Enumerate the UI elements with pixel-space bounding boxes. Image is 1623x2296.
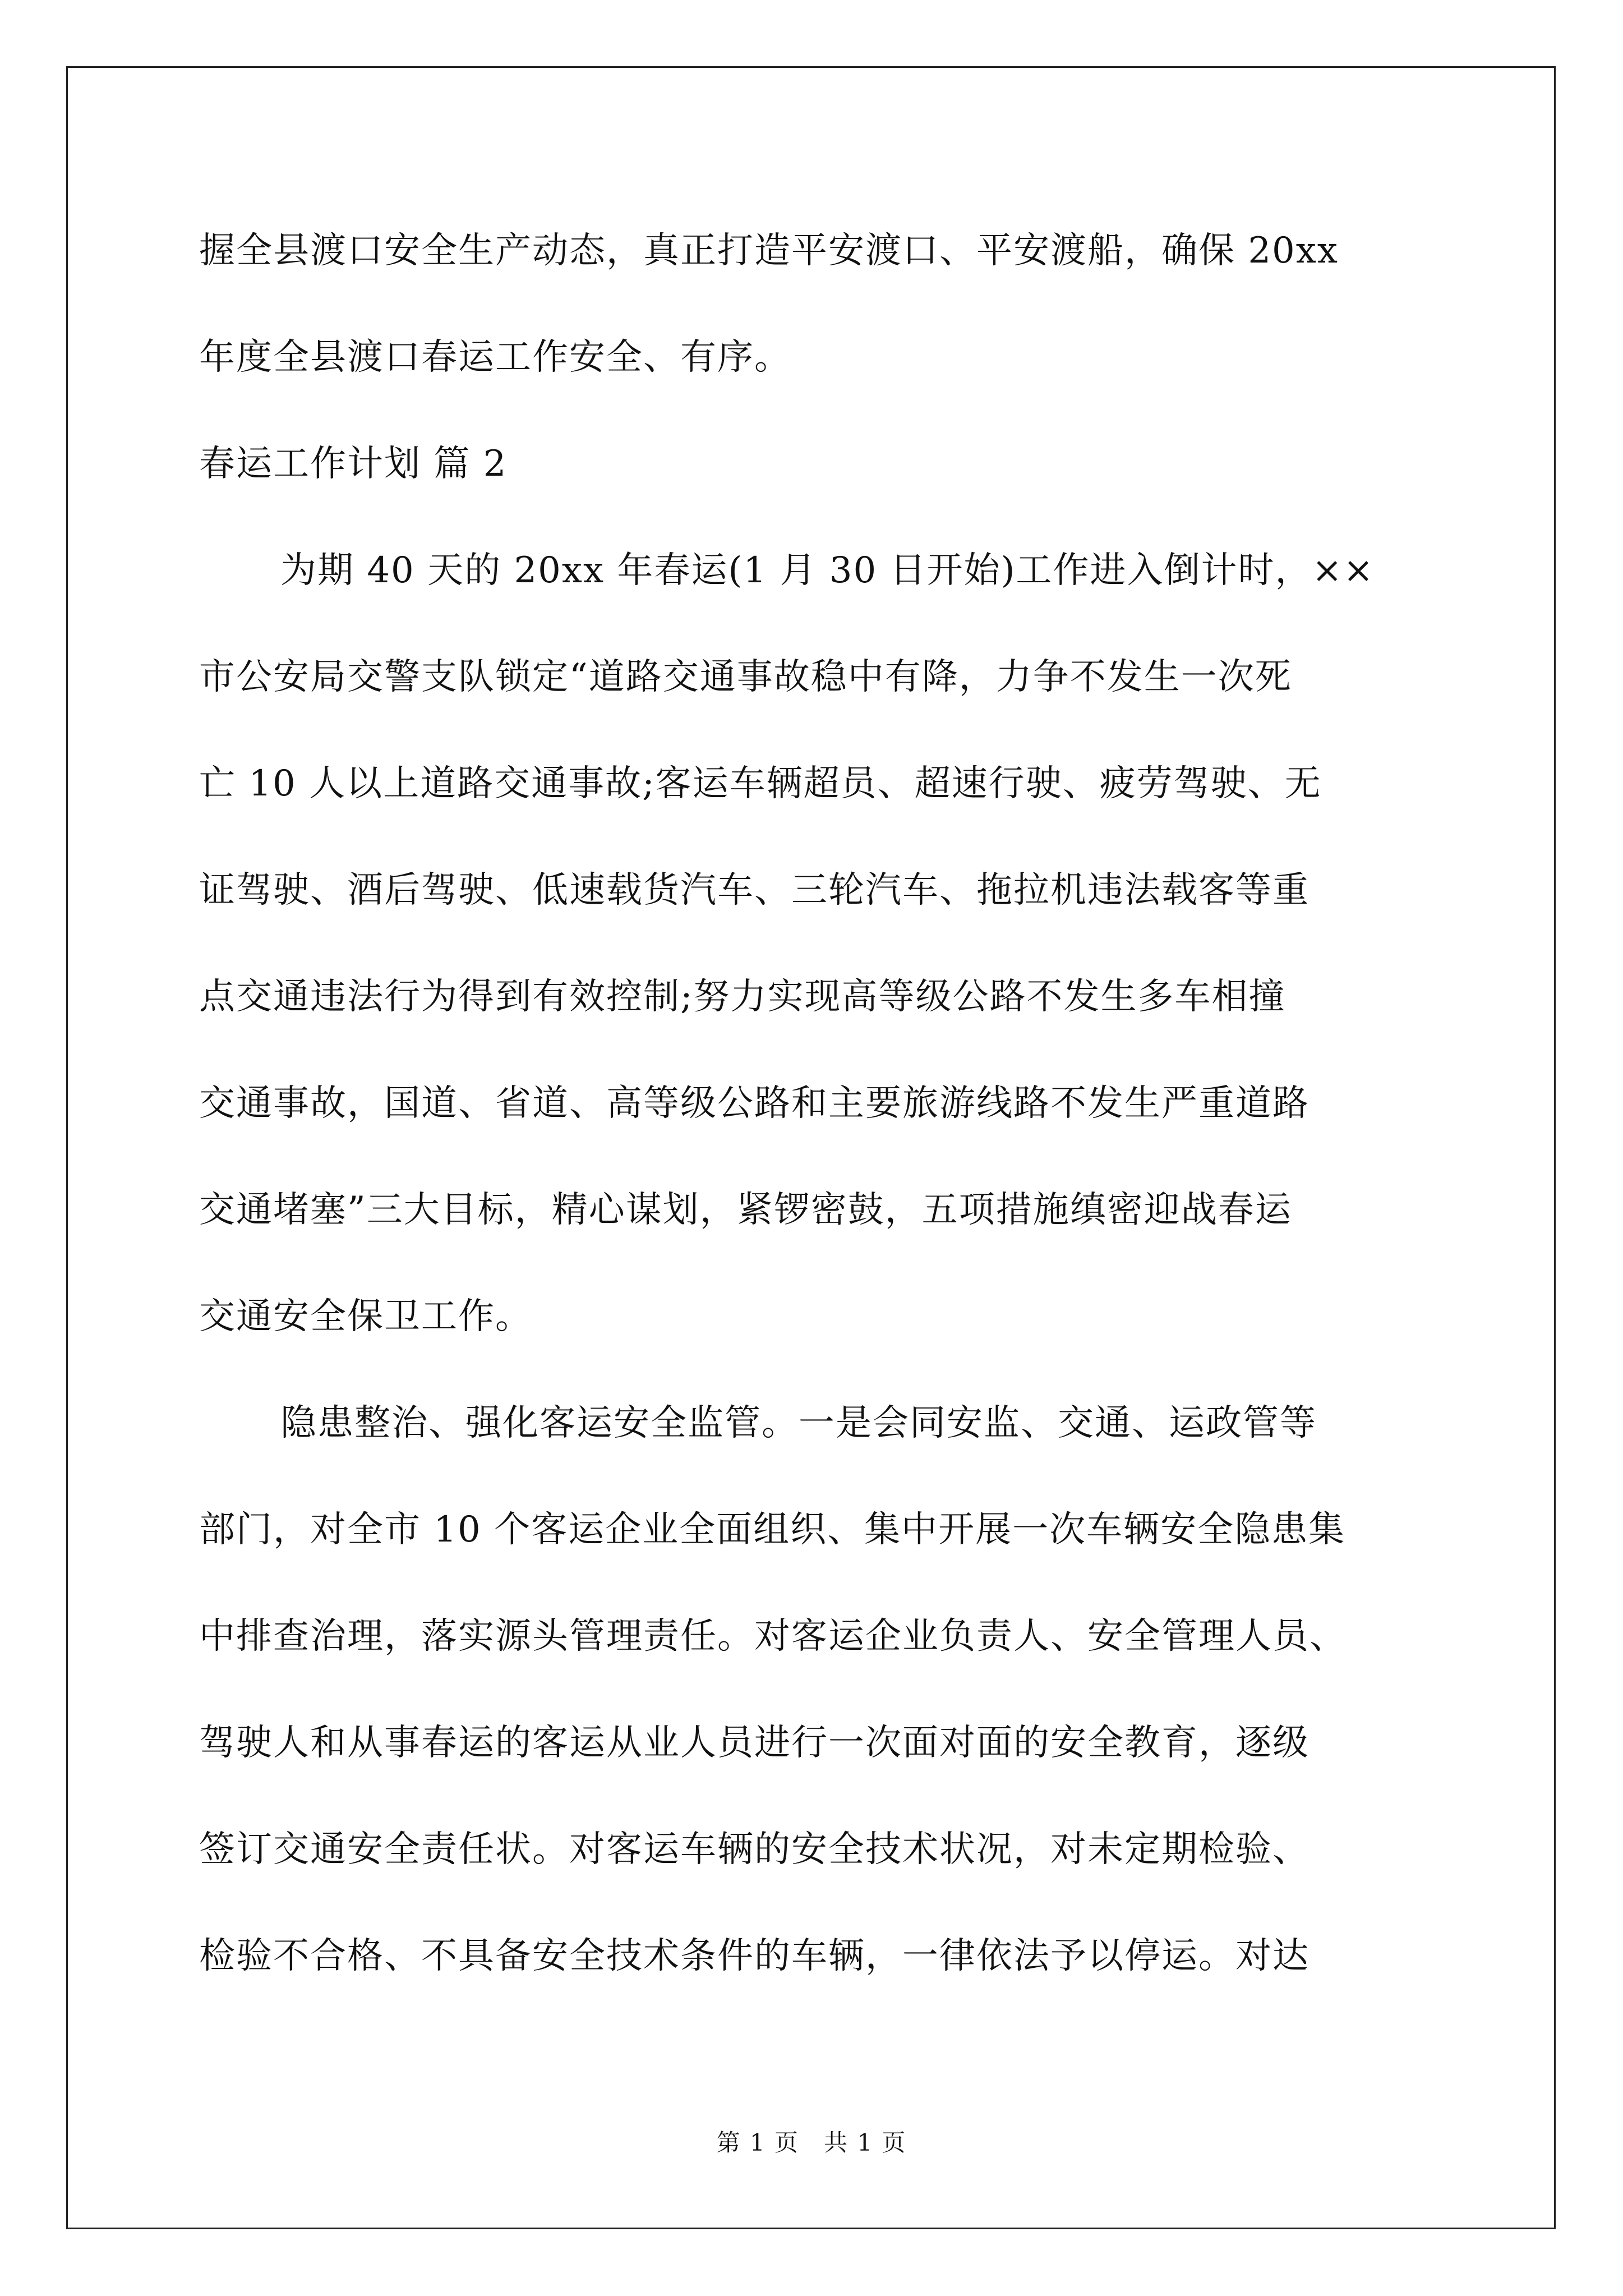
body-line: 点交通违法行为得到有效控制;努力实现高等级公路不发生多车相撞 [199,976,1286,1018]
page-footer: 第 1 页 共 1 页 [716,2129,907,2156]
body-line: 交通堵塞”三大目标，精心谋划，紧锣密鼓，五项措施缜密迎战春运 [199,1189,1292,1231]
body-line: 检验不合格、不具备安全技术条件的车辆，一律依法予以停运。对达 [199,1935,1310,1977]
paragraph-first-line: 隐患整治、强化客运安全监管。一是会同安监、交通、运政管等 [280,1402,1317,1444]
section-heading: 春运工作计划 篇 2 [199,443,508,485]
body-line: 中排查治理，落实源头管理责任。对客运企业负责人、安全管理人员、 [199,1616,1347,1657]
body-line: 交通事故，国道、省道、高等级公路和主要旅游线路不发生严重道路 [199,1083,1310,1124]
body-line: 握全县渡口安全生产动态，真正打造平安渡口、平安渡船，确保 20xx [199,230,1339,272]
body-line: 亡 10 人以上道路交通事故;客运车辆超员、超速行驶、疲劳驾驶、无 [199,763,1322,804]
body-line: 证驾驶、酒后驾驶、低速载货汽车、三轮汽车、拖拉机违法载客等重 [199,869,1310,911]
body-line: 交通安全保卫工作。 [199,1296,532,1337]
paragraph-first-line: 为期 40 天的 20xx 年春运(1 月 30 日开始)工作进入倒计时，×× [280,550,1375,591]
body-line: 市公安局交警支队锁定“道路交通事故稳中有降，力争不发生一次死 [199,656,1292,698]
body-line: 年度全县渡口春运工作安全、有序。 [199,337,791,378]
body-line: 驾驶人和从事春运的客运从业人员进行一次面对面的安全教育，逐级 [199,1722,1310,1764]
body-line: 部门，对全市 10 个客运企业全面组织、集中开展一次车辆安全隐患集 [199,1509,1346,1550]
body-line: 签订交通安全责任状。对客运车辆的安全技术状况，对未定期检验、 [199,1829,1310,1870]
document-body [199,224,1427,2036]
